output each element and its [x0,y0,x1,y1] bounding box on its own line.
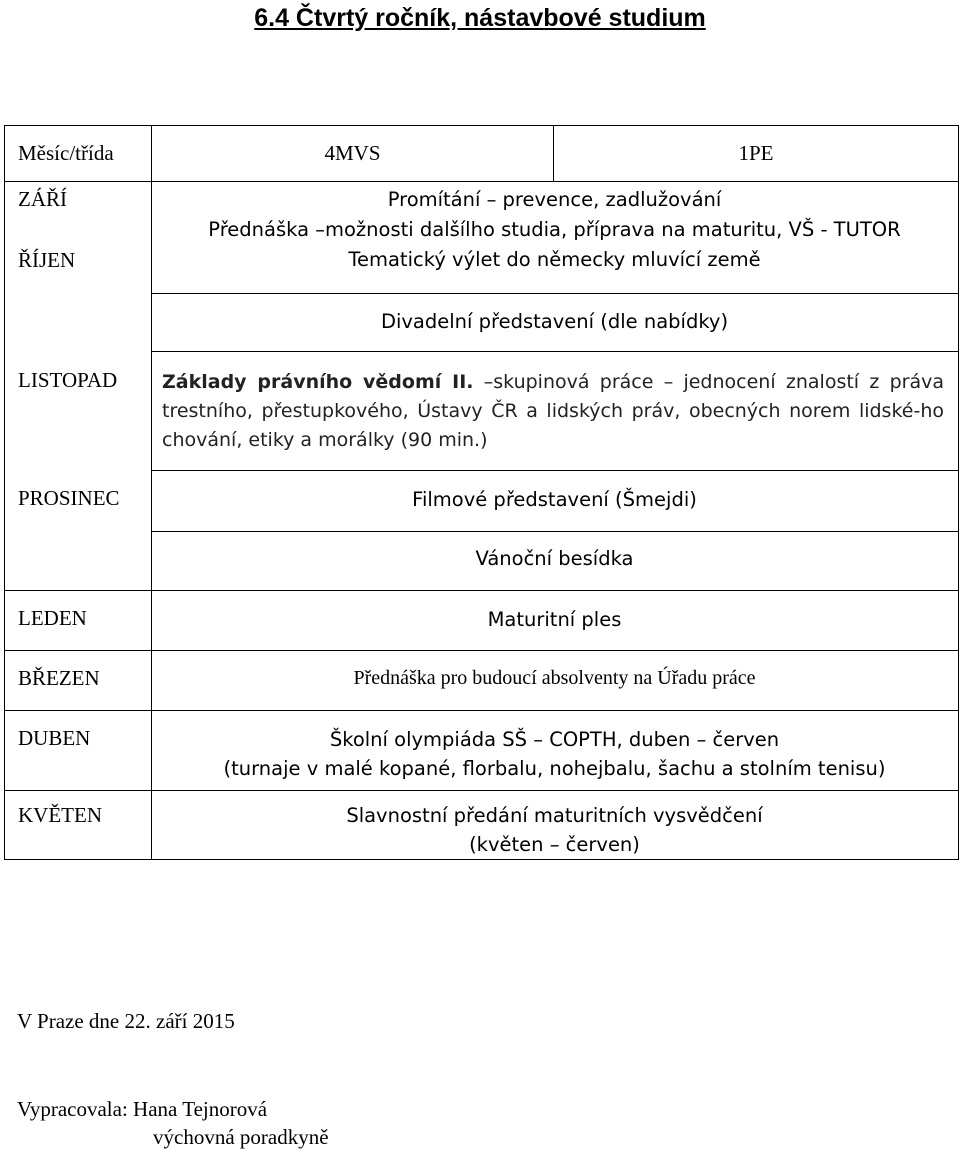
place-date: V Praze dne 22. září 2015 [17,1009,235,1033]
event-film: Filmové představení (Šmejdi) [412,488,697,511]
event-ples: Maturitní ples [487,608,622,631]
month-duben: DUBEN [18,726,91,750]
header-4mvs: 4MVS [324,141,381,165]
month-listopad: LISTOPAD [18,368,118,392]
month-rijen: ŘÍJEN [18,248,76,272]
event-pravni-vedomi-text: –skupinová práce – jednocení znalostí z práva trestního, přestupkového, Ústavy ČR a lidských práv, obecných norem lidské-ho chování, etiky a morálky (90 min.) [162,371,944,451]
event-pravni-vedomi-title: Základy právního vědomí II. [162,371,474,393]
event-divadlo: Divadelní představení (dle nabídky) [380,310,729,333]
month-brezen: BŘEZEN [18,666,100,690]
event-predani-line2: (květen – červen) [469,833,640,856]
event-pravni-vedomi [162,368,944,455]
event-olympiada-line1: Školní olympiáda SŠ – COPTH, duben – červen [329,728,780,751]
month-leden: LEDEN [18,606,87,630]
event-olympiada-line2: (turnaje v malé kopané, florbalu, nohejbalu, šachu a stolním tenisu) [223,757,886,780]
event-promitani: Promítání – prevence, zadlužování [387,188,722,211]
event-prednaska-studium: Přednáška –možnosti dalšílho studia, příprava na maturitu, VŠ - TUTOR [208,218,901,241]
header-1pe: 1PE [738,141,774,165]
event-urad-prace: Přednáška pro budoucí absolventy na Úřadu práce [353,667,756,689]
event-besidka: Vánoční besídka [475,547,634,570]
page-title: 6.4 Čtvrtý ročník, nástavbové studium [254,4,706,32]
event-predani-line1: Slavnostní předání maturitních vysvědčení [346,804,763,827]
header-month-class: Měsíc/třída [18,141,114,165]
author-role: výchovná poradkyně [153,1125,329,1149]
month-prosinec: PROSINEC [18,486,120,510]
month-kveten: KVĚTEN [18,803,102,827]
prepared-by: Vypracovala: Hana Tejnorová [17,1097,268,1121]
event-vylet: Tematický výlet do německy mluvící země [348,248,761,271]
month-zari: ZÁŘÍ [18,187,67,211]
